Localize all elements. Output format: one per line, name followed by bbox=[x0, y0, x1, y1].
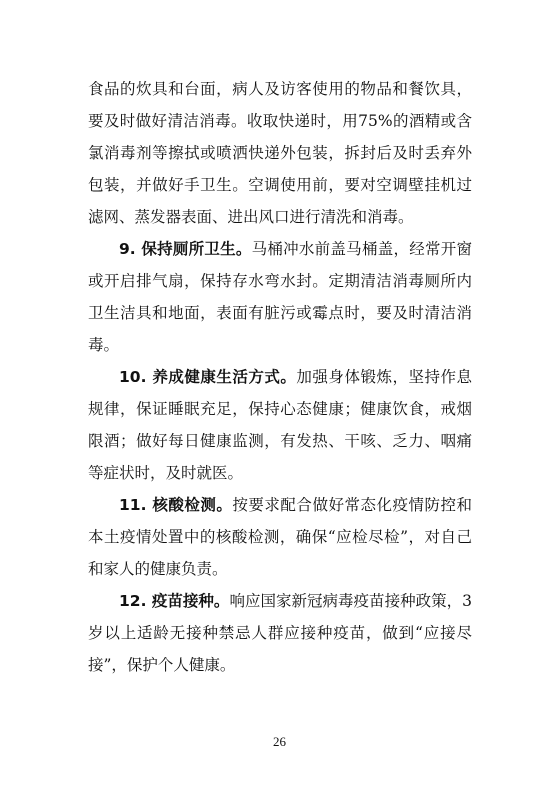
paragraph-text: 食品的炊具和台面，病人及访客使用的物品和餐饮具，要及时做好清洁消毒。收取快递时，用75%的酒精或含氯消毒剂等擦拭或喷洒快递外包装，拆封后及时丢弃外包装，并做好手卫生。空调使用前，要对空调壁挂机过滤网、蒸发器表面、进出风口进行清洗和消毒。 bbox=[88, 80, 472, 226]
page-number: 26 bbox=[273, 734, 286, 749]
paragraph-continued bbox=[88, 73, 472, 233]
paragraph-item-10 bbox=[88, 361, 472, 489]
paragraph-text: 马桶冲水前盖马桶盖，经常开窗或开启排气扇，保持存水弯水封。定期清洁消毒厕所内卫生洁具和地面，表面有脏污或霉点时，要及时清洁消毒。 bbox=[88, 240, 472, 354]
paragraph-item-12 bbox=[88, 585, 472, 681]
paragraph-text: 响应国家新冠病毒疫苗接种政策，3岁以上适龄无接种禁忌人群应接种疫苗，做到“应接尽接”，保护个人健康。 bbox=[88, 592, 472, 674]
document-body bbox=[88, 73, 472, 681]
item-heading: 12. 疫苗接种。 bbox=[119, 592, 230, 610]
item-heading: 10. 养成健康生活方式。 bbox=[119, 368, 297, 386]
item-heading: 9. 保持厕所卫生。 bbox=[119, 240, 252, 258]
paragraph-text: 加强身体锻炼，坚持作息规律，保证睡眠充足，保持心态健康；健康饮食，戒烟限酒；做好每日健康监测，有发热、干咳、乏力、咽痛等症状时，及时就医。 bbox=[88, 368, 472, 482]
paragraph-text: 按要求配合做好常态化疫情防控和本土疫情处置中的核酸检测，确保“应检尽检”，对自己和家人的健康负责。 bbox=[88, 496, 472, 578]
paragraph-item-9 bbox=[88, 233, 472, 361]
item-heading: 11. 核酸检测。 bbox=[119, 496, 233, 514]
paragraph-item-11 bbox=[88, 489, 472, 585]
